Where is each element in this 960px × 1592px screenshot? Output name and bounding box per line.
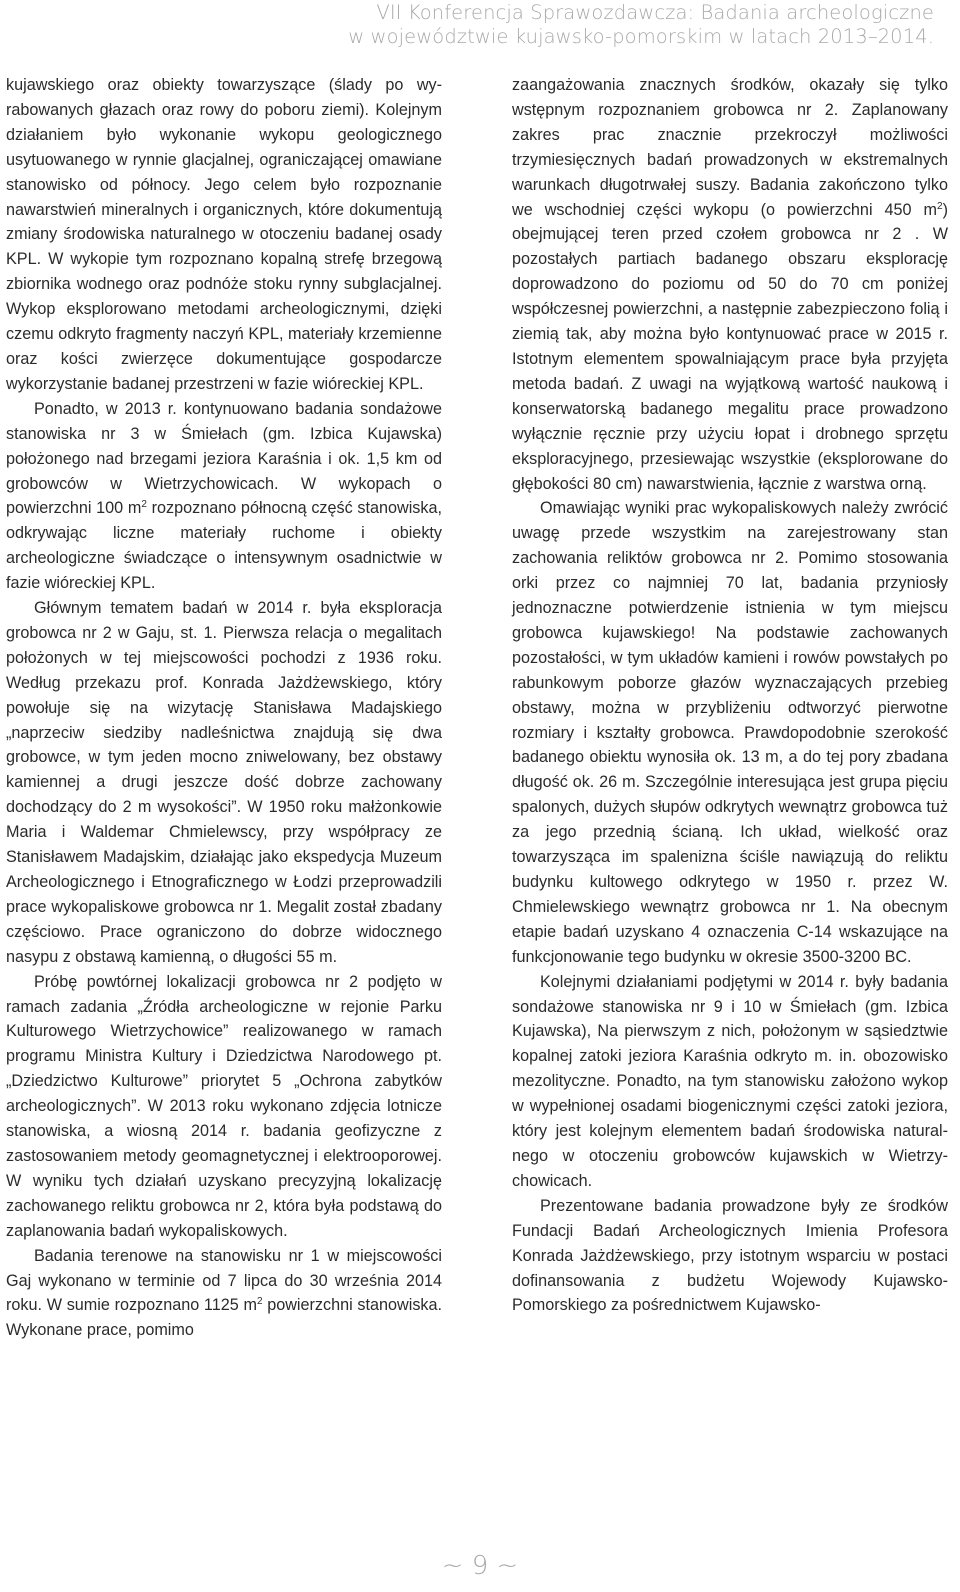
header-line-2: w województwie kujawsko-pomorskim w latach 2013–2014. (348, 25, 934, 48)
right-paragraph-1 (512, 73, 948, 496)
right-paragraph-2: Omawiając wyniki prac wykopaliskowych należy zwrócić uwagę przede wszystkim na zarejestrowany stan zachowania reliktów grobowca nr 2. Pomimo stosowania orki przez co najmniej 70 lat, badania przyniosły jednoznaczne potwierdzenie istnienia w tym miejscu grobowca kujawskiego! Na podstawie zachowanych pozostałości, w tym układów kamieni i rowów powstałych po rabunkowym poborze głazów wyznaczających przebieg obstawy, można w przybliżeniu odtworzyć pierwotne rozmiary i kształty grobowca. Prawdopodobnie szerokość badanego obiektu wynosiła ok. 13 m, a do tej pory zbadana długość ok. 26 m. Szczególnie interesująca jest grupa pięciu spalonych, dużych słupów odkrytych wewnątrz grobowca tuż za jego przednią ścianą. Ich układ, wielkość oraz towarzysząca im spalenizna ściśle nawiązują do reliktu budynku kultowego odkrytego w 1950 r. przez W. Chmielewskiego wewnątrz grobowca nr 1. Na obecnym etapie badań uzyskano 4 oznaczenia C-14 wskazujące na funkcjonowanie tego budynku w okresie 3500-3200 BC. (512, 499, 948, 966)
right-paragraph-1-text-b: ) obejmującej teren przed czołem grobowca nr 2 . W pozostałych partiach badanego obszaru eksplorację doprowadzono do poziomu od 50 do 70 cm poniżej współczesnej powierzchni, a następnie zabezpieczono folią i ziemią tak, aby można było kontynuować prace w 2015 r. Istotnym elementem spowalniającym prace była przyjęta metoda badań. Z uwagi na wyjątkową wartość naukową i konserwatorską badanego megalitu prace prowadzono wyłącznie ręcznie przy użyciu łopat i drobnego sprzętu eksploracyjnego, przesiewając wszystkie (eksplorowane do głębokości 80 cm) nawarstwienia, łącznie z warstwa orną. (512, 200, 948, 493)
left-paragraph-5-text-a: Badania terenowe na stanowisku nr 1 w miejscowości Gaj wykonano w terminie od 7 lipca do 30 września 2014 roku. W sumie rozpoznano 1125 m (6, 1246, 442, 1315)
superscript-squared: 2 (141, 499, 147, 511)
superscript-squared: 2 (256, 1296, 263, 1308)
left-column (6, 73, 442, 1343)
right-column (512, 73, 948, 1318)
left-paragraph-4: Próbę powtórnej lokalizacji grobowca nr 2 podjęto w ramach zadania „Źródła archeologiczne w rejonie Parku Kulturowego Wietrzychowice” realizowanego w ramach programu Ministra Kultury i Dziedzictwa Narodowego pt. „Dziedzictwo Kulturowe” priorytet 5 „Ochrona zabytków archeologicznych”. W 2013 roku wykonano zdjęcia lotnicze stanowiska, a wiosną 2014 r. badania geofizyczne z zastosowaniem metody geomagnetycznej i elektrooporowej. W wyniku tych działań uzyskano precyzyjną lokalizację zachowanego reliktu grobowca nr 2, która była podstawą do zaplanowania badań wykopaliskowych. (6, 972, 442, 1240)
right-paragraph-1-text-a: zaangażowania znacznych środków, okazały się tylko wstępnym rozpoznaniem grobowca nr 2. Zaplanowany zakres prac znacznie przekroczył możliwości trzymiesięcznych badań prowadzonych w ekstremalnych warunkach długotrwałej suszy. Badania zakończono tylko we wschodniej części wykopu (o powierzchni 450 m (512, 76, 948, 219)
running-header (214, 0, 934, 49)
left-paragraph-2-text-b: rozpoznano północną część stanowiska, odkrywając liczne materiały ruchome i obiekty archeologiczne świadczące o intensywnym osadnictwie w fazie wióreckiej KPL. (6, 499, 442, 593)
left-paragraph-2 (6, 397, 442, 596)
left-paragraph-2-text-a: Ponadto, w 2013 r. kontynuowano badania sondażowe stanowiska nr 3 w Śmiełach (gm. Izbica Kujawska) położonego nad brzegami jeziora Karaśnia i ok. 1,5 km od grobowców w Wietrzychowicach. W wykopach o powierzchni 100 m (6, 399, 442, 518)
left-paragraph-3: Głównym tematem badań w 2014 r. była ekspIoracja grobowca nr 2 w Gaju, st. 1. Pierwsza relacja o megalitach położonych w tej miejscowości pochodzi z 1936 roku. Według przekazu prof. Konrada Jażdżewskiego, który powołuje się na wizytację Stanisława Madajskiego „naprzeciw siedziby nadleśnictwa znajdują się dwa grobowce, w tym jeden mocno zniwelowany, bez obstawy kamiennej a drugi jeszcze dość dobrze zachowany dochodzący do 2 m wysokości”. W 1950 roku małżonkowie Maria i Waldemar Chmielewscy, przy współpracy ze Stanisławem Madajskim, działając jako ekspedycja Muzeum Archeologicznego i Etnograficznego w Łodzi przeprowadzili prace wykopaliskowe grobowca nr 1. Megalit został zbadany częściowo. Prace ograniczono do dobrze widocznego nasypu z obstawą kamienną, o długości 55 m. (6, 599, 442, 966)
superscript-squared: 2 (937, 200, 943, 212)
header-line-1: VII Konferencja Sprawozdawcza: Badania archeologiczne (376, 1, 934, 24)
page-number: ~ 9 ~ (441, 1551, 519, 1581)
left-paragraph-1: kujawskiego oraz obiekty towarzyszące (ślady po wyrabowanych głazach oraz rowy do poboru ziemi). Kolejnym działaniem było wykonanie wykopu geologicznego usytuowanego w rynnie glacjalnej, ograniczającej omawiane stanowisko od północy. Jego celem było rozpoznanie nawarstwień mineralnych i organicznych, które dokumentują zmiany środowiska naturalnego w otoczeniu badanej osady KPL. W wykopie tym rozpoznano kopalną strefę brzegową zbiornika wodnego oraz podnóże stoku rynny subglacjalnej. Wykop eksplorowano metodami archeologicznymi, dzięki czemu odkryto fragmenty naczyń KPL, materiały krzemienne oraz kości zwierzęce dokumentujące gospodarcze wykorzystanie badanej przestrzeni w fazie wióreckiej KPL. (6, 76, 442, 393)
right-paragraph-4: Prezentowane badania prowadzone były ze środków Fundacji Badań Archeologicznych Imienia Profesora Konrada Jażdżewskiego, przy istotnym wsparciu w postaci dofinansowania z budżetu Wojewody Kujawsko-Pomorskiego za pośrednictwem Kujawsko- (512, 1196, 948, 1315)
left-paragraph-5 (6, 1244, 442, 1344)
left-paragraph-5-text-b: powierzchni stanowiska. Wykonane prace, pomimo (6, 1296, 443, 1340)
right-paragraph-3: Kolejnymi działaniami podjętymi w 2014 r. były badania sondażowe stanowiska nr 9 i 10 w Śmiełach (gm. Izbica Kujawska), Na pierwszym z nich, położonym w sąsiedztwie kopalnej zatoki jeziora Karaśnia odkryto m. in. obozowisko mezolityczne. Ponadto, na tym stanowisku założono wykop w wypełnionej osadami biogenicznymi części zatoki jeziora, który jest kolejnym elementem badań środowiska naturalnego w otoczeniu grobowców kujawskich w Wietrzychowicach. (512, 972, 948, 1190)
